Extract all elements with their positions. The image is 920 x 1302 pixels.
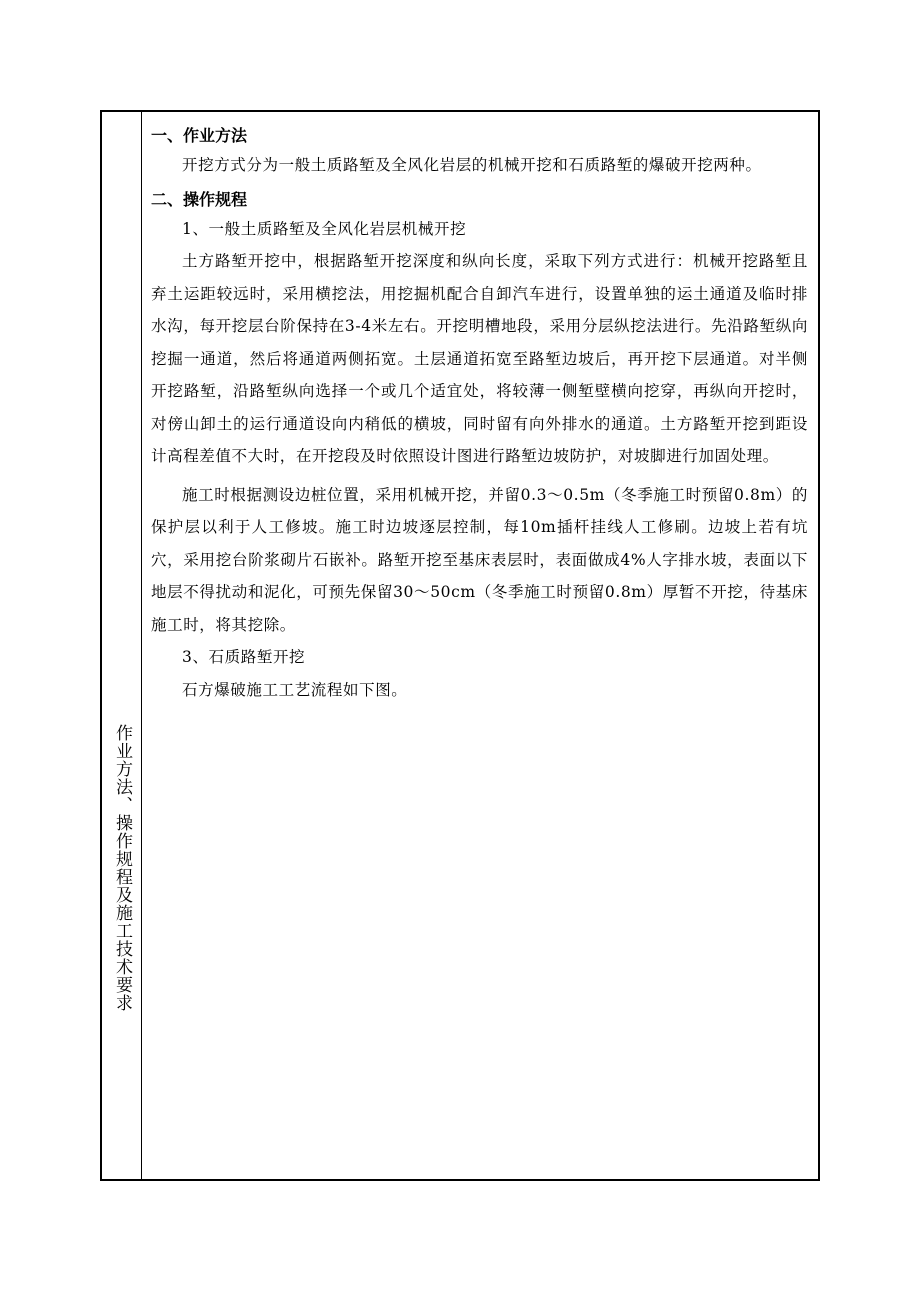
section1-body: 开挖方式分为一般土质路堑及全风化岩层的机械开挖和石质路堑的爆破开挖两种。 (182, 156, 762, 174)
section1-heading: 一、作业方法 (151, 126, 248, 145)
paragraph-blasting: 石方爆破施工工艺流程如下图。 (182, 680, 408, 699)
subsection-3-title: 3、石质路堑开挖 (182, 648, 306, 666)
content-cell (143, 112, 818, 1179)
subsection-1-title: 1、一般土质路堑及全风化岩层机械开挖 (182, 219, 467, 238)
paragraph-earthwork: 土方路堑开挖中，根据路堑开挖深度和纵向长度，采取下列方式进行：机械开挖路堑且弃土运距较远时，采用横挖法，用挖掘机配合自卸汽车进行，设置单独的运土通道及临时排水沟，每开挖层台阶保持在3-4米左右。开挖明槽地段，采用分层纵挖法进行。先沿路堑纵向挖掘一通道，然后将通道两侧拓宽。土层通道拓宽至路堑边坡后，再开挖下层通道。对半侧开挖路堑，沿路堑纵向选择一个或几个适宜处，将较薄一侧堑壁横向挖穿，再纵向开挖时，对傍山卸土的运行通道设向内稍低的横坡，同时留有向外排水的通道。土方路堑开挖到距设计高程差值不大时，在开挖段及时依照设计图进行路堑边坡防护，对坡脚进行加固处理。 (151, 252, 808, 465)
form-table (100, 110, 820, 1181)
section2-heading: 二、操作规程 (151, 189, 248, 209)
label-cell (102, 112, 142, 1179)
paragraph-construction: 施工时根据测设边桩位置，采用机械开挖，并留0.3～0.5m（冬季施工时预留0.8m）的保护层以利于人工修坡。施工时边坡逐层控制，每10m插杆挂线人工修刷。边坡上若有坑穴，采用挖台阶浆砌片石嵌补。路堑开挖至基床表层时，表面做成4%人字排水坡，表面以下地层不得扰动和泥化，可预先保留30～50cm（冬季施工时预留0.8m）厚暂不开挖，待基床施工时，将其挖除。 (151, 485, 808, 634)
side-label: 作业方法、操作规程及施工技术要求 (112, 724, 132, 1012)
